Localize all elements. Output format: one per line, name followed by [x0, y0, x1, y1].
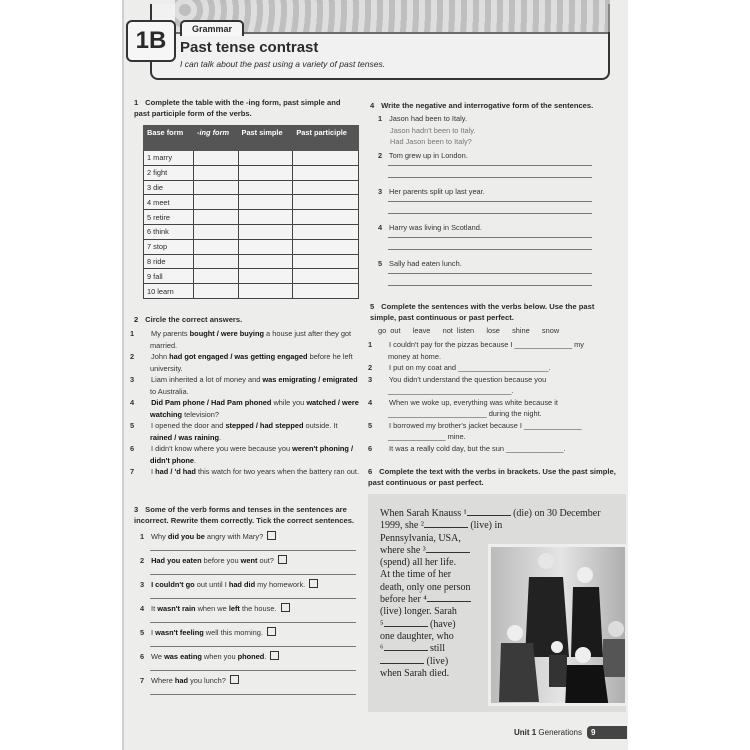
ex4-item: 2 Tom grew up in London.: [378, 151, 468, 160]
answer-cell[interactable]: [238, 269, 293, 284]
answer-cell[interactable]: [238, 210, 293, 225]
verb-option: snow: [541, 326, 560, 335]
ex5-item: 1 I couldn't pay for the pizzas because I ______________ my money at home.: [368, 340, 584, 361]
answer-line[interactable]: [388, 165, 592, 166]
answer-line[interactable]: [388, 273, 592, 274]
ex3-item: 7 Where had you lunch?: [140, 675, 239, 687]
answer-line[interactable]: [150, 670, 356, 671]
table-row: [144, 165, 359, 180]
footer-unit: Unit 1 Generations: [513, 728, 582, 737]
table-row: [144, 224, 359, 239]
answer-line[interactable]: [388, 237, 592, 238]
section-tab: Grammar: [180, 20, 244, 36]
table-row: [144, 239, 359, 254]
ex5-list: [368, 339, 608, 454]
ex3-item: 4 It wasn't rain when we left the house.: [140, 603, 290, 615]
answer-cell[interactable]: [194, 239, 239, 254]
ex5-item: 4 When we woke up, everything was white because it ________________________ during the night.: [368, 397, 558, 418]
lesson-badge: 1B: [126, 20, 176, 62]
base-form-cell: 5 retire: [144, 210, 194, 225]
answer-line[interactable]: [388, 213, 592, 214]
ex4-item: 3 Her parents split up last year.: [378, 187, 485, 196]
ex5-verb-box: [378, 325, 559, 337]
base-form-cell: 7 stop: [144, 239, 194, 254]
ex3-item: 5 I wasn't feeling well this morning.: [140, 627, 276, 639]
tick-checkbox[interactable]: [278, 555, 287, 564]
answer-cell[interactable]: [194, 254, 239, 269]
answer-line[interactable]: [388, 201, 592, 202]
answer-line[interactable]: [150, 550, 356, 551]
table-row: [144, 284, 359, 299]
answer-cell[interactable]: [293, 224, 359, 239]
ex5-instruction: 5 Complete the sentences with the verbs below. Use the past simple, past continuous or past perfect.: [370, 302, 595, 322]
answer-cell[interactable]: [238, 224, 293, 239]
table-row: [144, 180, 359, 195]
ex4-item: 4 Harry was living in Scotland.: [378, 223, 482, 232]
answer-cell[interactable]: [238, 239, 293, 254]
ex5-item: 2 I put on my coat and ______________________.: [368, 363, 551, 372]
answer-line[interactable]: [150, 646, 356, 647]
ex2-item: 4 Did Pam phone / Had Pam phoned while you watched / were watching television?: [130, 398, 359, 419]
table-header: Past participle: [293, 126, 359, 151]
ex2-list: [130, 328, 360, 478]
page-number: 9: [587, 726, 627, 739]
base-form-cell: 9 fall: [144, 269, 194, 284]
verb-option: not listen: [442, 326, 475, 335]
table-header: -ing form: [194, 126, 239, 151]
base-form-cell: 6 think: [144, 224, 194, 239]
table-header: Base form: [144, 126, 194, 151]
answer-cell[interactable]: [194, 210, 239, 225]
answer-cell[interactable]: [194, 269, 239, 284]
ex2-item: 2 John had got engaged / was getting engaged before he left university.: [130, 352, 353, 373]
base-form-cell: 8 ride: [144, 254, 194, 269]
answer-cell[interactable]: [238, 165, 293, 180]
answer-line[interactable]: [150, 598, 356, 599]
tick-checkbox[interactable]: [267, 531, 276, 540]
page-title: Past tense contrast: [180, 39, 319, 56]
answer-line[interactable]: [150, 694, 356, 695]
answer-cell[interactable]: [238, 195, 293, 210]
ex2-item: 1 My parents bought / were buying a house just after they got married.: [130, 329, 352, 350]
answer-cell[interactable]: [293, 254, 359, 269]
answer-cell[interactable]: [194, 224, 239, 239]
answer-line[interactable]: [388, 177, 592, 178]
base-form-cell: 10 learn: [144, 284, 194, 299]
table-row: [144, 151, 359, 166]
ex5-item: 3 You didn't understand the question because you ______________________________.: [368, 374, 547, 395]
answer-cell[interactable]: [293, 180, 359, 195]
base-form-cell: 3 die: [144, 180, 194, 195]
base-form-cell: 4 meet: [144, 195, 194, 210]
answer-cell[interactable]: [293, 195, 359, 210]
ex6-instruction: 6 Complete the text with the verbs in brackets. Use the past simple, past continuous or past perfect.: [368, 467, 616, 487]
ex3-item: 2 Had you eaten before you went out?: [140, 555, 287, 567]
table-row: [144, 269, 359, 284]
answer-cell[interactable]: [194, 180, 239, 195]
ex5-item: 5 I borrowed my brother's jacket because I ______________ ______________ mine.: [368, 420, 582, 441]
table-row: [144, 210, 359, 225]
answer-cell[interactable]: [293, 210, 359, 225]
answer-cell[interactable]: [194, 284, 239, 299]
ex2-item: 7 I had / 'd had this watch for two years when the battery ran out.: [130, 467, 360, 476]
answer-cell[interactable]: [293, 165, 359, 180]
answer-cell[interactable]: [238, 284, 293, 299]
ex4-example: 1 Jason had been to Italy. Jason hadn't been to Italy. Had Jason been to Italy?: [378, 114, 476, 146]
tick-checkbox[interactable]: [281, 603, 290, 612]
answer-line[interactable]: [388, 285, 592, 286]
answer-line[interactable]: [150, 622, 356, 623]
verb-option: go out: [378, 326, 401, 335]
ex2-item: 5 I opened the door and stepped / had stepped outside. It rained / was raining.: [130, 421, 338, 442]
answer-cell[interactable]: [238, 180, 293, 195]
verb-option: lose: [486, 326, 500, 335]
ex5-item: 6 It was a really cold day, but the sun ______________.: [368, 443, 566, 453]
answer-cell[interactable]: [293, 269, 359, 284]
verb-option: shine: [512, 326, 530, 335]
tick-checkbox[interactable]: [230, 675, 239, 684]
ex3-instruction: 3 Some of the verb forms and tenses in the sentences are incorrect. Rewrite them correctly. Tick the correct sentences.: [134, 505, 355, 525]
table-row: [144, 195, 359, 210]
answer-cell[interactable]: [293, 239, 359, 254]
ex3-item: 6 We was eating when you phoned.: [140, 651, 279, 663]
tick-checkbox[interactable]: [309, 579, 318, 588]
verb-option: leave: [412, 326, 431, 335]
ex1-instruction: 1 Complete the table with the -ing form, past simple and past participle form of the verbs.: [134, 98, 341, 118]
answer-cell[interactable]: [238, 254, 293, 269]
ex4-item: 5 Sally had eaten lunch.: [378, 259, 462, 268]
answer-cell[interactable]: [194, 151, 239, 166]
ex6-story-text: When Sarah Knauss ¹ (die) on 30 December 1999, she ² (live) in Pennsylvania, USA, where she ³ (spend) all her life. At the time of her death, only one person before her ⁴ (live) longer. Sarah ⁵ (have) one daughter, who ⁶ still (live) when Sarah died.: [380, 508, 601, 679]
ex2-instruction: 2 Circle the correct answers.: [134, 315, 243, 324]
answer-cell[interactable]: [293, 151, 359, 166]
answer-cell[interactable]: [194, 195, 239, 210]
base-form-cell: 1 marry: [144, 151, 194, 166]
tick-checkbox[interactable]: [270, 651, 279, 660]
tick-checkbox[interactable]: [267, 627, 276, 636]
base-form-cell: 2 fight: [144, 165, 194, 180]
ex3-item: 1 Why did you be angry with Mary?: [140, 531, 276, 543]
page-subtitle: I can talk about the past using a variety of past tenses.: [180, 59, 386, 69]
verb-table: [143, 125, 359, 299]
ex2-item: 3 Liam inherited a lot of money and was emigrating / emigrated to Australia.: [130, 375, 358, 396]
ex4-instruction: 4 Write the negative and interrogative form of the sentences.: [370, 101, 594, 110]
table-header: Past simple: [238, 126, 293, 151]
answer-line[interactable]: [388, 249, 592, 250]
answer-cell[interactable]: [293, 284, 359, 299]
ex6-story: [380, 508, 624, 714]
answer-cell[interactable]: [238, 151, 293, 166]
ex2-item: 6 I didn't know where you were because you weren't phoning / didn't phone.: [130, 444, 354, 465]
ex3-item: 3 I couldn't go out until I had did my homework.: [140, 579, 318, 591]
answer-cell[interactable]: [194, 165, 239, 180]
table-row: [144, 254, 359, 269]
answer-line[interactable]: [150, 574, 356, 575]
